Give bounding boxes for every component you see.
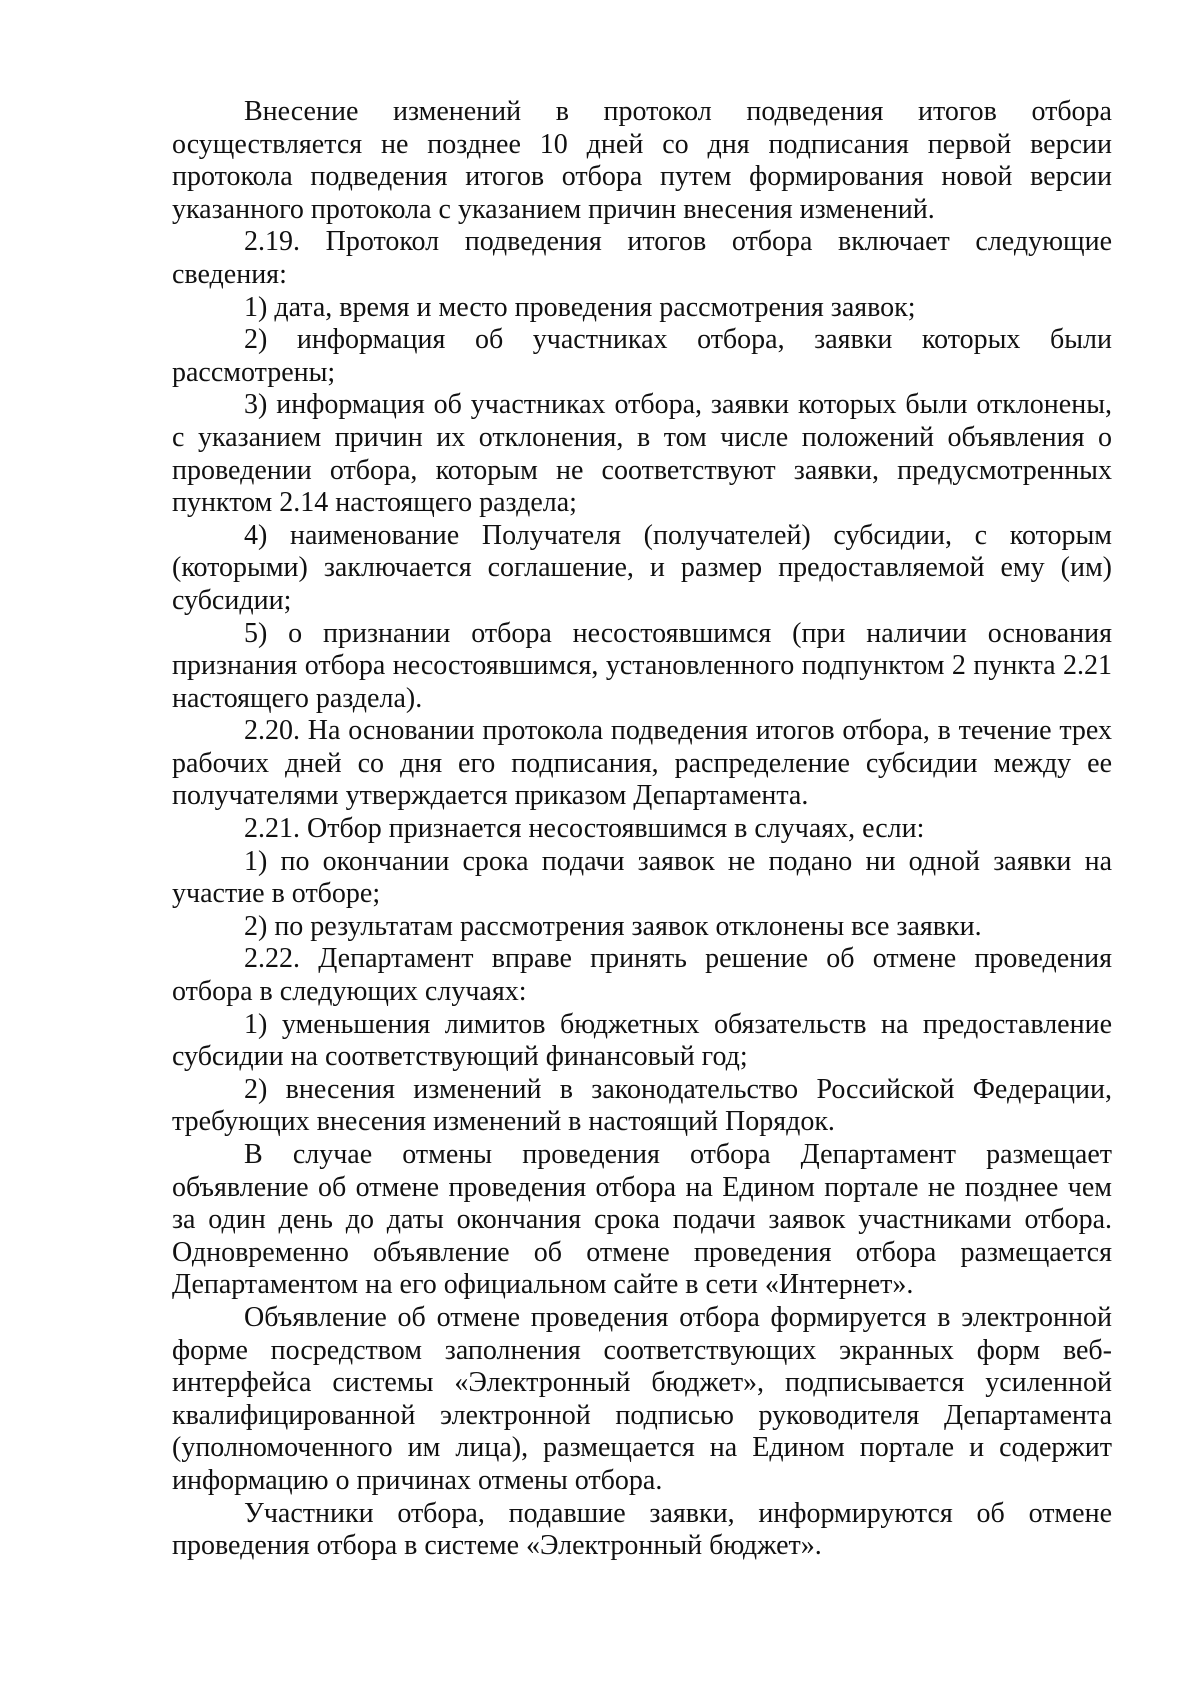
paragraph-2-21: 2.21. Отбор признается несостоявшимся в случаях, если:: [244, 813, 925, 845]
list-item-2-19-2: 2) информация об участниках отбора, заявки которых были рассмотрены;: [172, 324, 1112, 388]
paragraph-cancellation-notice: В случае отмены проведения отбора Департамент размещает объявление об отмене проведения отбора на Едином портале не позднее чем за один день до даты окончания срока подачи заявок участниками отбора. Одновременно объявление об отмене проведения отбора размещается Департаментом на его официальном сайте в сети «Интернет».: [172, 1139, 1112, 1301]
paragraph-2-22: 2.22. Департамент вправе принять решение об отмене проведения отбора в следующих случаях:: [172, 943, 1112, 1008]
paragraph-participants-informed: Участники отбора, подавшие заявки, информируются об отмене проведения отбора в системе «Электронный бюджет».: [172, 1497, 1112, 1562]
document-page: [172, 96, 1112, 1563]
list-item-2-19-4: 4) наименование Получателя (получателей) субсидии, с которым (которыми) заключается соглашение, и размер предоставляемой ему (им) субсидии;: [172, 519, 1112, 616]
paragraph-amendments-intro: Внесение изменений в протокол подведения итогов отбора осуществляется не позднее 10 дней со дня подписания первой версии протокола подведения итогов отбора путем формирования новой версии указанного протокола с указанием причин внесения изменений.: [172, 96, 1112, 225]
list-item-2-21-1: 1) по окончании срока подачи заявок не подано ни одной заявки на участие в отборе;: [172, 845, 1112, 910]
paragraph-2-19: 2.19. Протокол подведения итогов отбора включает следующие сведения:: [172, 226, 1112, 290]
list-item-2-19-3: 3) информация об участниках отбора, заявки которых были отклонены, с указанием причин их отклонения, в том числе положений объявления о проведении отбора, которым не соответствуют заявки, предусмотренных пунктом 2.14 настоящего раздела;: [172, 389, 1112, 519]
paragraph-2-20: 2.20. На основании протокола подведения итогов отбора, в течение трех рабочих дней со дня его подписания, распределение субсидии между ее получателями утверждается приказом Департамента.: [172, 715, 1112, 812]
paragraph-cancellation-form: Объявление об отмене проведения отбора формируется в электронной форме посредством заполнения соответствующих экранных форм веб-интерфейса системы «Электронный бюджет», подписывается усиленной квалифицированной электронной подписью руководителя Департамента (уполномоченного им лица), размещается на Едином портале и содержит информацию о причинах отмены отбора.: [172, 1301, 1112, 1496]
list-item-2-22-1: 1) уменьшения лимитов бюджетных обязательств на предоставление субсидии на соответствующий финансовый год;: [172, 1008, 1112, 1073]
list-item-2-21-2: 2) по результатам рассмотрения заявок отклонены все заявки.: [244, 910, 982, 942]
list-item-2-19-1: 1) дата, время и место проведения рассмотрения заявок;: [244, 291, 916, 323]
list-item-2-22-2: 2) внесения изменений в законодательство Российской Федерации, требующих внесения изменений в настоящий Порядок.: [172, 1073, 1112, 1138]
list-item-2-19-5: 5) о признании отбора несостоявшимся (при наличии основания признания отбора несостоявшимся, установленного подпунктом 2 пункта 2.21 настоящего раздела).: [172, 617, 1112, 714]
